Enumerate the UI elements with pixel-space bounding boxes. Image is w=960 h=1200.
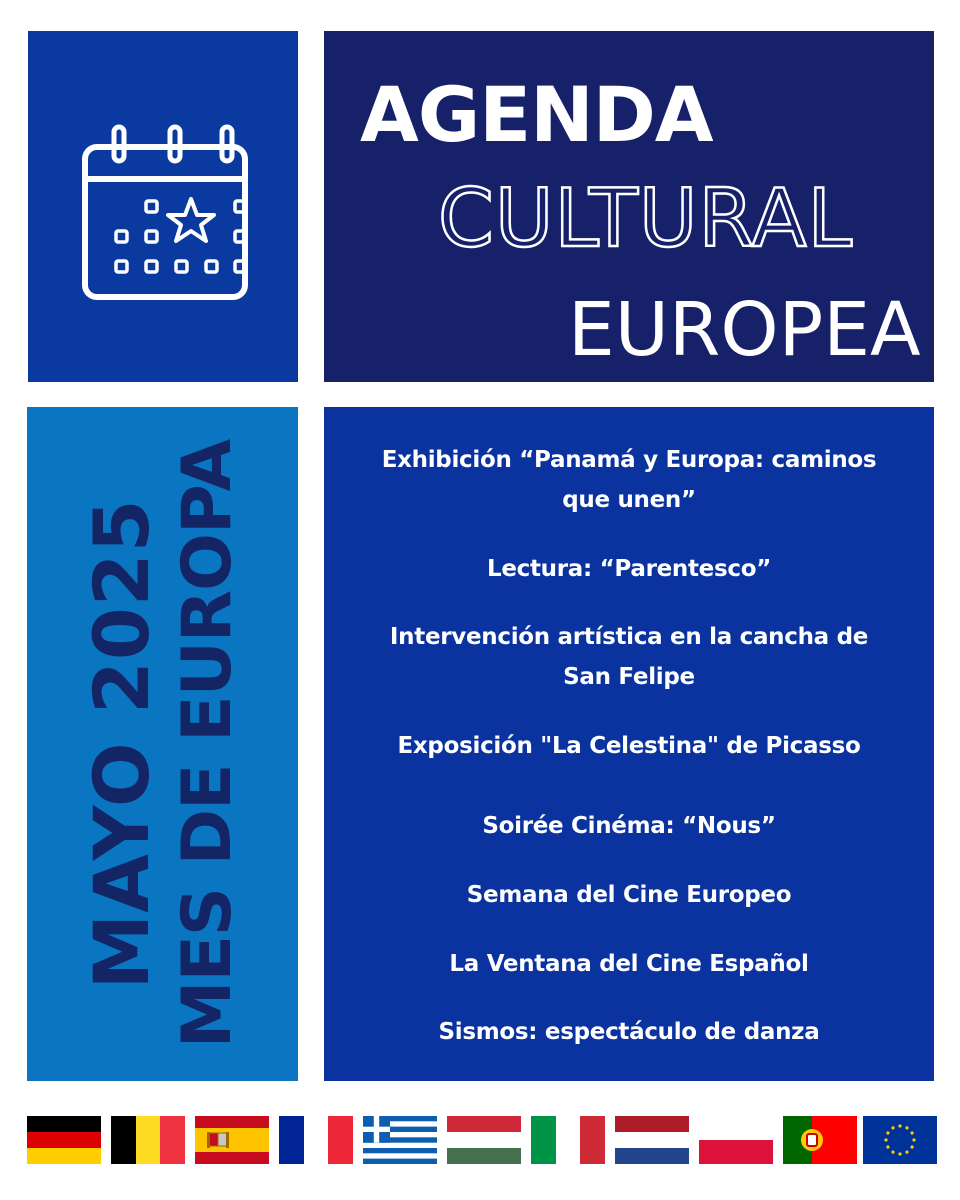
event-title-line: Intervención artística en la cancha de: [389, 624, 869, 650]
event-item: [344, 617, 914, 697]
flag-spain-icon: [195, 1116, 269, 1164]
flag-hungary-icon: [447, 1116, 521, 1164]
event-title-line: La Ventana del Cine Español: [449, 951, 809, 977]
event-item: [344, 1012, 914, 1052]
events-panel: [324, 407, 934, 1081]
event-item: [344, 875, 914, 915]
flag-poland-icon: [699, 1116, 773, 1164]
flag-european-union-icon: [863, 1116, 937, 1164]
title-agenda: AGENDA: [360, 70, 713, 159]
event-item: [344, 806, 914, 846]
event-item: [344, 726, 914, 766]
flag-germany-icon: [27, 1116, 101, 1164]
event-title-line: San Felipe: [563, 664, 695, 690]
title-europea: EUROPEA: [568, 287, 921, 373]
event-title-line: Semana del Cine Europeo: [466, 882, 792, 908]
event-item: [344, 440, 914, 520]
calendar-icon-panel: [28, 31, 298, 382]
date-month-year: MAYO 2025: [76, 498, 166, 990]
date-banner: [27, 407, 298, 1081]
title-panel: [324, 31, 934, 382]
event-title-line: Exhibición “Panamá y Europa: caminos: [381, 447, 877, 473]
flag-netherlands-icon: [615, 1116, 689, 1164]
event-title-line: Exposición "La Celestina" de Picasso: [397, 733, 861, 759]
title-cultural: CULTURAL: [438, 172, 854, 265]
event-title-line: que unen”: [562, 487, 696, 513]
event-title-line: Lectura: “Parentesco”: [486, 556, 772, 582]
flag-italy-icon: [531, 1116, 605, 1164]
flag-portugal-icon: [783, 1116, 857, 1164]
flag-france-icon: [279, 1116, 353, 1164]
event-item: [344, 549, 914, 589]
flag-belgium-icon: [111, 1116, 185, 1164]
date-europe-month: MES DE EUROPA: [167, 439, 247, 1049]
calendar-star-icon: [63, 107, 263, 307]
event-title-line: Sismos: espectáculo de danza: [438, 1019, 820, 1045]
event-item: [344, 944, 914, 984]
flag-strip: [27, 1116, 937, 1164]
flag-greece-icon: [363, 1116, 437, 1164]
event-title-line: Soirée Cinéma: “Nous”: [482, 813, 776, 839]
